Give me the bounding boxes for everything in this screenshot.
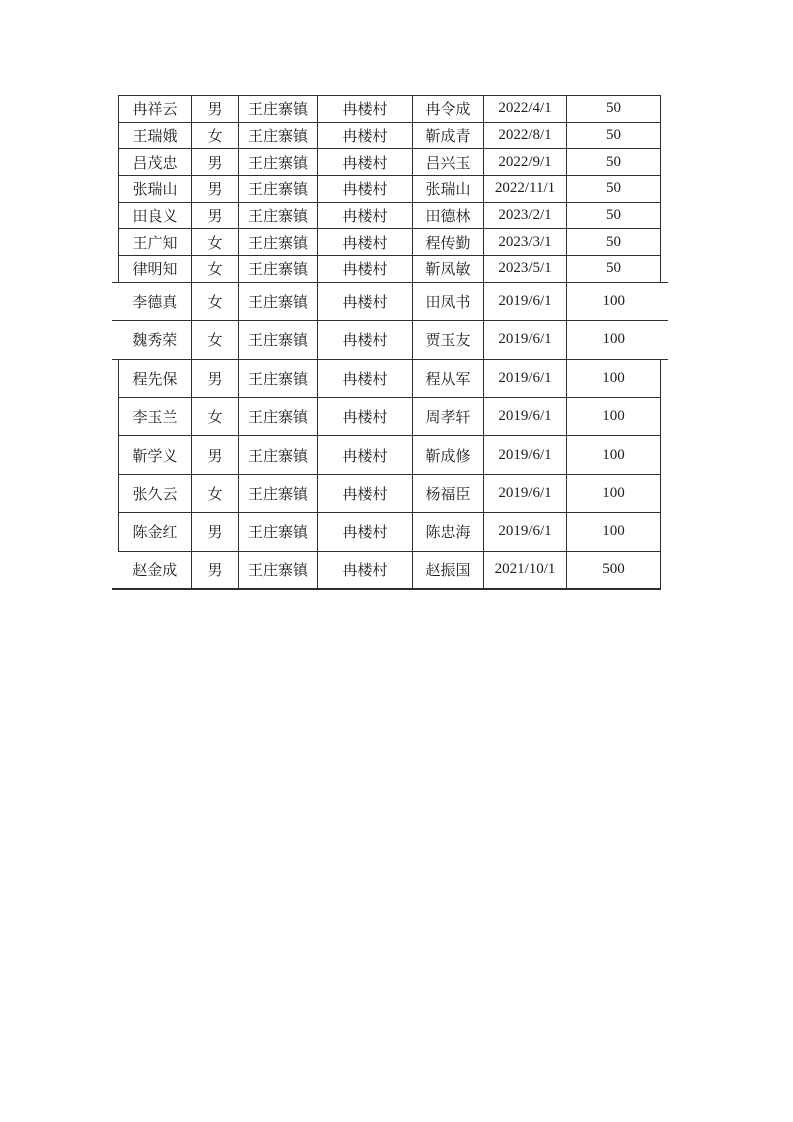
cell-town: 王庄寨镇	[239, 397, 318, 435]
cell-gender: 男	[192, 551, 239, 589]
table-row	[119, 397, 661, 435]
cell-name: 王广知	[119, 229, 192, 256]
cell-date: 2022/11/1	[484, 176, 567, 203]
table-row	[119, 359, 661, 397]
cell-gender: 男	[192, 96, 239, 123]
cell-related-name: 吕兴玉	[413, 149, 484, 176]
cell-name: 李德真	[119, 282, 192, 320]
cell-village: 冉楼村	[318, 202, 413, 229]
cell-amount: 100	[567, 282, 661, 320]
cell-related-name: 程从军	[413, 359, 484, 397]
cell-related-name: 赵振国	[413, 551, 484, 589]
cell-date: 2021/10/1	[484, 551, 567, 589]
table-row	[119, 551, 661, 589]
cell-name: 田良义	[119, 202, 192, 229]
cell-town: 王庄寨镇	[239, 474, 318, 512]
cell-village: 冉楼村	[318, 436, 413, 474]
cell-gender: 女	[192, 282, 239, 320]
cell-gender: 男	[192, 202, 239, 229]
cell-related-name: 杨福臣	[413, 474, 484, 512]
cell-related-name: 靳成青	[413, 122, 484, 149]
cell-amount: 100	[567, 397, 661, 435]
cell-name: 靳学义	[119, 436, 192, 474]
cell-date: 2023/5/1	[484, 256, 567, 283]
cell-gender: 女	[192, 229, 239, 256]
cell-name: 律明知	[119, 256, 192, 283]
cell-village: 冉楼村	[318, 229, 413, 256]
cell-town: 王庄寨镇	[239, 282, 318, 320]
cell-date: 2022/4/1	[484, 96, 567, 123]
cell-gender: 男	[192, 436, 239, 474]
cell-name: 李玉兰	[119, 397, 192, 435]
cell-date: 2023/3/1	[484, 229, 567, 256]
cell-amount: 100	[567, 359, 661, 397]
cell-village: 冉楼村	[318, 551, 413, 589]
cell-town: 王庄寨镇	[239, 96, 318, 123]
cell-date: 2019/6/1	[484, 282, 567, 320]
cell-date: 2023/2/1	[484, 202, 567, 229]
table-row	[119, 96, 661, 123]
cell-amount: 50	[567, 176, 661, 203]
cell-gender: 男	[192, 359, 239, 397]
cell-date: 2019/6/1	[484, 359, 567, 397]
cell-gender: 女	[192, 321, 239, 359]
cell-name: 魏秀荣	[119, 321, 192, 359]
cell-date: 2022/8/1	[484, 122, 567, 149]
table-row	[119, 513, 661, 551]
table-row	[119, 436, 661, 474]
cell-name: 陈金红	[119, 513, 192, 551]
cell-amount: 100	[567, 321, 661, 359]
cell-village: 冉楼村	[318, 359, 413, 397]
cell-name: 张瑞山	[119, 176, 192, 203]
cell-town: 王庄寨镇	[239, 256, 318, 283]
cell-name: 赵金成	[119, 551, 192, 589]
cell-village: 冉楼村	[318, 474, 413, 512]
cell-town: 王庄寨镇	[239, 202, 318, 229]
cell-village: 冉楼村	[318, 513, 413, 551]
cell-date: 2019/6/1	[484, 513, 567, 551]
cell-related-name: 田德林	[413, 202, 484, 229]
cell-related-name: 程传勤	[413, 229, 484, 256]
cell-amount: 100	[567, 474, 661, 512]
cell-related-name: 田凤书	[413, 282, 484, 320]
table-row	[119, 229, 661, 256]
cell-gender: 男	[192, 513, 239, 551]
cell-related-name: 陈忠海	[413, 513, 484, 551]
table-row	[119, 176, 661, 203]
cell-town: 王庄寨镇	[239, 436, 318, 474]
cell-gender: 女	[192, 474, 239, 512]
cell-amount: 50	[567, 256, 661, 283]
cell-village: 冉楼村	[318, 282, 413, 320]
cell-name: 王瑞娥	[119, 122, 192, 149]
cell-amount: 500	[567, 551, 661, 589]
cell-gender: 女	[192, 122, 239, 149]
cell-amount: 50	[567, 122, 661, 149]
table-row	[119, 256, 661, 283]
cell-gender: 女	[192, 256, 239, 283]
cell-village: 冉楼村	[318, 397, 413, 435]
cell-date: 2019/6/1	[484, 321, 567, 359]
cell-town: 王庄寨镇	[239, 321, 318, 359]
cell-amount: 50	[567, 229, 661, 256]
cell-amount: 100	[567, 436, 661, 474]
table-row	[119, 321, 661, 359]
cell-town: 王庄寨镇	[239, 122, 318, 149]
cell-date: 2019/6/1	[484, 474, 567, 512]
cell-town: 王庄寨镇	[239, 513, 318, 551]
cell-related-name: 冉令成	[413, 96, 484, 123]
cell-town: 王庄寨镇	[239, 359, 318, 397]
cell-name: 张久云	[119, 474, 192, 512]
cell-name: 冉祥云	[119, 96, 192, 123]
cell-village: 冉楼村	[318, 176, 413, 203]
cell-town: 王庄寨镇	[239, 176, 318, 203]
cell-amount: 50	[567, 149, 661, 176]
cell-name: 程先保	[119, 359, 192, 397]
cell-date: 2019/6/1	[484, 436, 567, 474]
cell-gender: 女	[192, 397, 239, 435]
cell-amount: 50	[567, 202, 661, 229]
cell-town: 王庄寨镇	[239, 551, 318, 589]
cell-date: 2022/9/1	[484, 149, 567, 176]
table-row	[119, 474, 661, 512]
cell-related-name: 张瑞山	[413, 176, 484, 203]
cell-village: 冉楼村	[318, 149, 413, 176]
cell-related-name: 周孝轩	[413, 397, 484, 435]
cell-amount: 100	[567, 513, 661, 551]
table-row	[119, 122, 661, 149]
cell-town: 王庄寨镇	[239, 229, 318, 256]
cell-town: 王庄寨镇	[239, 149, 318, 176]
table-row	[119, 149, 661, 176]
cell-related-name: 靳成修	[413, 436, 484, 474]
cell-date: 2019/6/1	[484, 397, 567, 435]
cell-village: 冉楼村	[318, 256, 413, 283]
cell-village: 冉楼村	[318, 96, 413, 123]
cell-amount: 50	[567, 96, 661, 123]
cell-related-name: 靳凤敏	[413, 256, 484, 283]
cell-village: 冉楼村	[318, 321, 413, 359]
table-row	[119, 202, 661, 229]
table-row	[119, 282, 661, 320]
records-table	[118, 95, 661, 590]
cell-gender: 男	[192, 149, 239, 176]
cell-name: 吕茂忠	[119, 149, 192, 176]
cell-gender: 男	[192, 176, 239, 203]
cell-related-name: 贾玉友	[413, 321, 484, 359]
cell-village: 冉楼村	[318, 122, 413, 149]
